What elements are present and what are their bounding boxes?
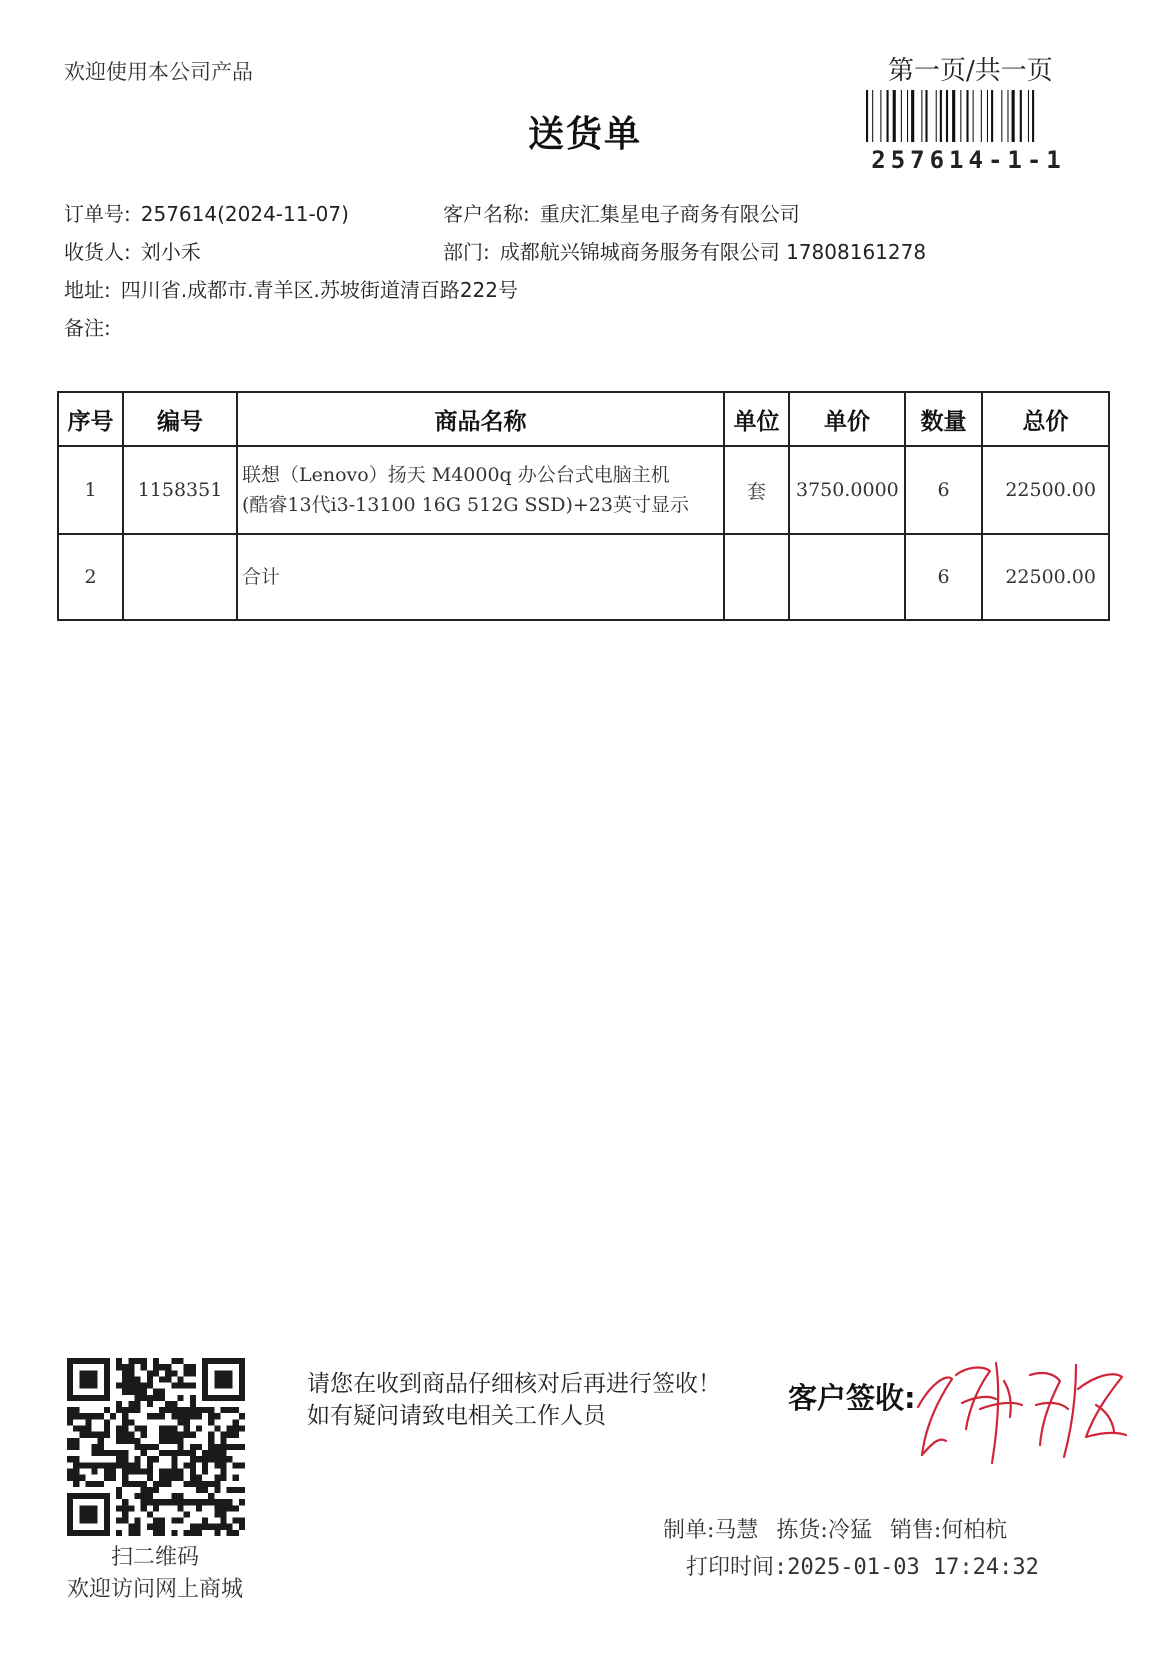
- department-label: 部门:: [443, 240, 490, 264]
- header-qty: 数量: [905, 392, 982, 446]
- cell-code: 1158351: [123, 446, 237, 534]
- cell-unit: [724, 534, 789, 620]
- cell-seq: 2: [58, 534, 123, 620]
- cell-price: [789, 534, 905, 620]
- cell-price: 3750.0000: [789, 446, 905, 534]
- header-name: 商品名称: [237, 392, 724, 446]
- cell-qty: 6: [905, 446, 982, 534]
- table-row: [58, 446, 1109, 534]
- barcode: [866, 90, 1071, 142]
- customer-name-value: 重庆汇集星电子商务有限公司: [539, 202, 800, 226]
- remark: [64, 312, 121, 341]
- receiver-label: 收货人:: [64, 240, 131, 264]
- receiver: [64, 236, 201, 265]
- receiver-value: 刘小禾: [140, 240, 201, 264]
- maker: 制单:马慧: [663, 1518, 759, 1543]
- header-price: 单价: [789, 392, 905, 446]
- header-unit: 单位: [724, 392, 789, 446]
- cell-name: [237, 446, 724, 534]
- sales-person: 销售:何柏杭: [889, 1518, 1008, 1543]
- welcome-text: 欢迎使用本公司产品: [64, 60, 253, 84]
- cell-unit: 套: [724, 446, 789, 534]
- address: [64, 274, 518, 303]
- department-value: 成都航兴锦城商务服务有限公司 17808161278: [499, 240, 927, 264]
- qr-caption-scan: 扫二维码: [110, 1545, 199, 1570]
- header-seq: 序号: [58, 392, 123, 446]
- department: [443, 236, 926, 265]
- cell-total: 22500.00: [982, 446, 1109, 534]
- items-table: [57, 391, 1110, 621]
- cell-qty: 6: [905, 534, 982, 620]
- customer-sign-label: 客户签收:: [788, 1381, 916, 1415]
- cell-name-line2: (酷睿13代i3-13100 16G 512G SSD)+23英寸显示: [242, 494, 689, 516]
- qr-code: [67, 1358, 245, 1536]
- print-time: 打印时间:2025-01-03 17:24:32: [686, 1555, 1039, 1580]
- header-code: 编号: [123, 392, 237, 446]
- order-number-label: 订单号:: [64, 202, 131, 226]
- table-row: [58, 534, 1109, 620]
- cell-code: [123, 534, 237, 620]
- staff-line: [663, 1513, 1007, 1544]
- sign-notice: 请您在收到商品仔细核对后再进行签收！如有疑问请致电相关工作人员: [307, 1371, 721, 1429]
- barcode-number: 257614-1-1: [871, 146, 1066, 174]
- qr-caption-visit: 欢迎访问网上商城: [66, 1577, 243, 1602]
- signature-strokes: [918, 1363, 1126, 1463]
- header-total: 总价: [982, 392, 1109, 446]
- address-value: 四川省.成都市.青羊区.苏坡街道清百路222号: [120, 278, 518, 302]
- page-indicator: 第一页/共一页: [888, 56, 1053, 86]
- document-title: 送货单: [527, 114, 642, 155]
- customer-signature: [900, 1345, 1140, 1475]
- cell-name-line1: 联想（Lenovo）扬天 M4000q 办公台式电脑主机: [242, 464, 670, 486]
- picker: 拣货:冷猛: [776, 1518, 872, 1543]
- address-label: 地址:: [64, 278, 111, 302]
- cell-seq: 1: [58, 446, 123, 534]
- cell-total: 22500.00: [982, 534, 1109, 620]
- order-number-value: 257614(2024-11-07): [140, 202, 349, 226]
- order-number: [64, 198, 349, 227]
- remark-label: 备注:: [64, 316, 111, 340]
- customer-name: [443, 198, 800, 227]
- cell-name: 合计: [237, 534, 724, 620]
- table-header-row: [58, 392, 1109, 446]
- customer-name-label: 客户名称:: [443, 202, 530, 226]
